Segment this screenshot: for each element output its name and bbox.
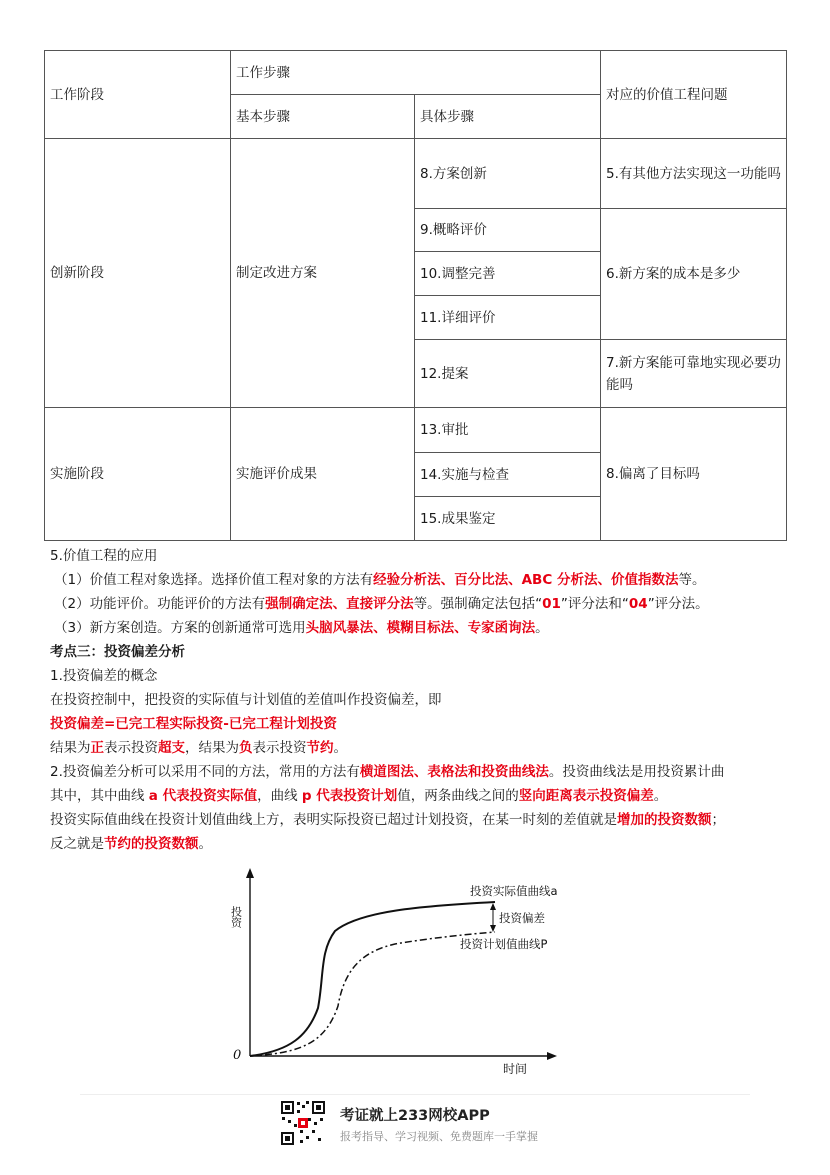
highlight-01: 01: [542, 596, 561, 612]
problem-7: 7.新方案能可靠地实现必要功能吗: [601, 340, 787, 408]
text-span: ”评分法和“: [560, 596, 629, 612]
step-13: 13.审批: [415, 408, 601, 453]
paragraph-curves: [50, 784, 790, 808]
highlight-overrun: 超支: [158, 740, 185, 756]
origin-label: 0: [233, 1048, 242, 1063]
highlight-04: 04: [628, 596, 648, 612]
header-basic-step: 基本步骤: [231, 95, 415, 139]
highlight-curve-p: p 代表投资计划: [301, 788, 398, 804]
step-10: 10.调整完善: [415, 252, 601, 296]
paragraph-below: [50, 832, 790, 856]
header-problem: 对应的价值工程问题: [601, 51, 787, 139]
subtitle-deviation-concept: 1.投资偏差的概念: [50, 668, 158, 684]
step-8: 8.方案创新: [415, 139, 601, 209]
value-engineering-table: [44, 50, 787, 541]
text-span: 。: [653, 788, 668, 804]
highlight-saving-amount: 节约的投资数额: [104, 836, 199, 852]
stage-impl: 实施阶段: [45, 408, 231, 541]
highlight-negative: 负: [239, 740, 253, 756]
paragraph-above: [50, 808, 790, 832]
highlight-positive: 正: [90, 740, 104, 756]
text-span: 投资实际值曲线在投资计划值曲线上方，表明实际投资已超过计划投资，在某一时刻的差值就是: [50, 812, 617, 828]
x-axis-arrow: [547, 1052, 557, 1060]
body-text: [50, 544, 790, 856]
label-actual-curve: 投资实际值曲线a: [470, 884, 558, 898]
paragraph-object-selection: [50, 568, 790, 592]
problem-5: 5.有其他方法实现这一功能吗: [601, 139, 787, 209]
text-span: 等。强制确定法包括“: [413, 596, 543, 612]
basic-impl: 实施评价成果: [231, 408, 415, 541]
paragraph-sign-meaning: [50, 736, 790, 760]
deviation-arrow-down: [490, 925, 496, 932]
paragraph-new-scheme: [50, 616, 790, 640]
text-span: 2.投资偏差分析可以采用不同的方法，常用的方法有: [50, 764, 360, 780]
highlight-curve-a: a 代表投资实际值: [148, 788, 258, 804]
text-span: 反之就是: [50, 836, 104, 852]
deviation-arrow-up: [490, 903, 496, 910]
qr-code-icon: [280, 1100, 326, 1146]
footer-divider: [80, 1094, 750, 1095]
footer-subtitle: 报考指导、学习视频、免费题库一手掌握: [340, 1130, 538, 1143]
x-axis-label: 时间: [503, 1062, 528, 1076]
text-span: （2）功能评价。功能评价的方法有: [54, 596, 266, 612]
y-axis-label: 投资: [229, 906, 243, 928]
text-span: 结果为: [50, 740, 91, 756]
text-span: 。: [333, 740, 347, 756]
y-axis-arrow: [246, 868, 254, 878]
footer: [0, 1092, 830, 1152]
formula-deviation: 投资偏差=已完工程实际投资-已完工程计划投资: [50, 716, 337, 732]
stage-innovate: 创新阶段: [45, 139, 231, 408]
step-15: 15.成果鉴定: [415, 497, 601, 541]
highlight-saving: 节约: [306, 740, 334, 756]
text-span: 表示投资: [252, 740, 307, 756]
footer-title: 考证就上233网校APP: [340, 1108, 490, 1124]
step-9: 9.概略评价: [415, 209, 601, 252]
investment-curve-figure: [220, 866, 580, 1080]
paragraph-function-evaluation: [50, 592, 790, 616]
text-span: （1）价值工程对象选择。选择价值工程对象的方法有: [54, 572, 374, 588]
section-title-deviation: 考点三：投资偏差分析: [50, 644, 185, 660]
highlight-methods: 横道图法、表格法和投资曲线法: [359, 764, 549, 780]
highlight-methods: 头脑风暴法、模糊目标法、专家函询法: [305, 620, 536, 636]
problem-8: 8.偏离了目标吗: [601, 408, 787, 541]
text-span: ，曲线: [257, 788, 302, 804]
text-span: ”评分法。: [647, 596, 709, 612]
header-detail-step: 具体步骤: [415, 95, 601, 139]
step-12: 12.提案: [415, 340, 601, 408]
basic-innovate: 制定改进方案: [231, 139, 415, 408]
highlight-vertical-distance: 竖向距离表示投资偏差: [518, 788, 654, 804]
paragraph-methods: [50, 760, 790, 784]
text-span: 。投资曲线法是用投资累计曲: [548, 764, 725, 780]
header-stage: 工作阶段: [45, 51, 231, 139]
step-14: 14.实施与检查: [415, 453, 601, 497]
label-deviation: 投资偏差: [499, 911, 545, 925]
header-steps: 工作步骤: [231, 51, 601, 95]
text-span: ；: [711, 812, 725, 828]
highlight-increase: 增加的投资数额: [617, 812, 712, 828]
text-span: 表示投资: [104, 740, 158, 756]
section-title-application: 5.价值工程的应用: [50, 548, 158, 564]
text-span: ，结果为: [185, 740, 239, 756]
problem-6: 6.新方案的成本是多少: [601, 209, 787, 340]
actual-curve-a: [250, 902, 495, 1056]
paragraph-definition: 在投资控制中，把投资的实际值与计划值的差值叫作投资偏差，即: [50, 692, 442, 708]
text-span: 。: [535, 620, 549, 636]
planned-curve-p: [250, 932, 495, 1056]
text-span: （3）新方案创造。方案的创新通常可选用: [54, 620, 306, 636]
text-span: 值，两条曲线之间的: [397, 788, 519, 804]
text-span: 。: [198, 836, 212, 852]
step-11: 11.详细评价: [415, 296, 601, 340]
text-span: 其中，其中曲线: [50, 788, 149, 804]
label-planned-curve: 投资计划值曲线P: [460, 937, 548, 951]
highlight-methods: 强制确定法、直接评分法: [265, 596, 414, 612]
highlight-methods: 经验分析法、百分比法、ABC 分析法、价值指数法: [373, 572, 679, 588]
text-span: 等。: [678, 572, 706, 588]
